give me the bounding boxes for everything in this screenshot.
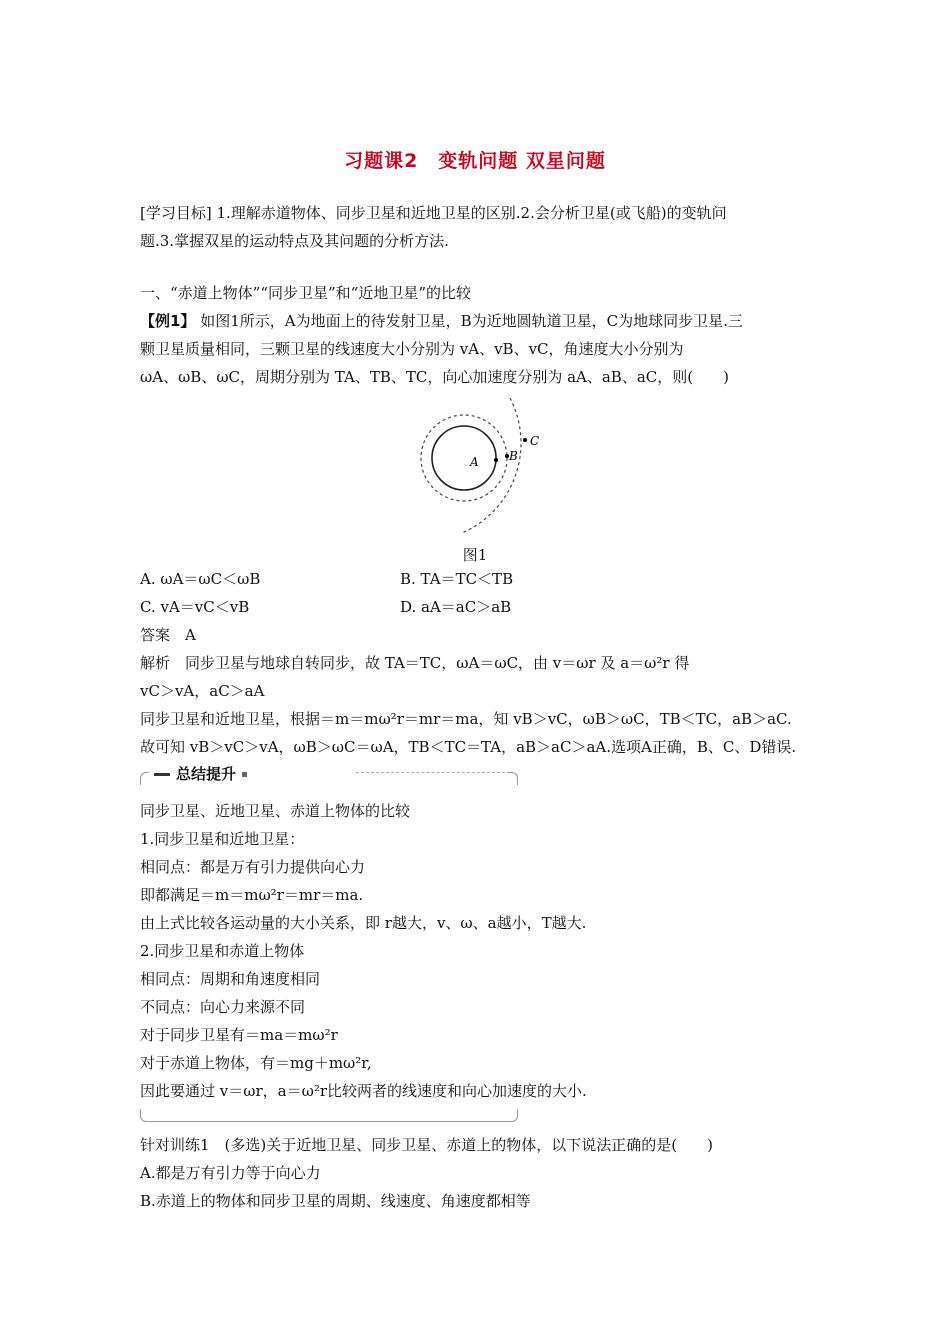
training-option-a: A.都是万有引力等于向心力 [140, 1164, 321, 1182]
page-title: 习题课2 变轨问题 双星问题 [344, 150, 606, 172]
option-b: B. TA＝TC＜TB [400, 570, 514, 588]
label-a: A [470, 455, 479, 469]
orbit-diagram [412, 398, 562, 534]
option-a: A. ωA＝ωC＜ωB [140, 570, 261, 588]
summary-line: 2.同步卫星和赤道上物体 [140, 942, 305, 960]
training-line-1: 针对训练1 (多选)关于近地卫星、同步卫星、赤道上的物体，以下说法正确的是( ) [140, 1136, 713, 1154]
example-tag: 【例1】 [140, 312, 196, 330]
summary-line: 因此要通过 v＝ωr，a＝ω²r比较两者的线速度和向心加速度的大小. [140, 1082, 587, 1100]
example-line-2: 颗卫星质量相同，三颗卫星的线速度大小分别为 vA、vB、vC，角速度大小分别为 [140, 340, 684, 358]
example-line-3: ωA、ωB、ωC，周期分别为 TA、TB、TC，向心加速度分别为 aA、aB、aC，则( ) [140, 368, 729, 386]
summary-line: 相同点：周期和角速度相同 [140, 970, 321, 988]
summary-line: 对于赤道上物体，有＝mg＋mω²r, [140, 1054, 372, 1072]
analysis-line-3: 同步卫星和近地卫星，根据＝m＝mω²r＝mr＝ma，知 vB＞vC，ωB＞ωC，TB＜TC，aB＞aC. [140, 710, 792, 728]
objectives-line-1: [学习目标] 1.理解赤道物体、同步卫星和近地卫星的区别.2.会分析卫星(或飞船)的变轨问 [140, 204, 727, 222]
example-line-1 [140, 311, 743, 331]
near-earth-orbit [421, 415, 507, 501]
section-heading: 一、“赤道上物体”“同步卫星”和“近地卫星”的比较 [140, 284, 472, 302]
summary-line: 对于同步卫星有＝ma＝mω²r [140, 1026, 338, 1044]
summary-line: 不同点：向心力来源不同 [140, 998, 306, 1016]
example-text-1: 如图1所示，A为地面上的待发射卫星，B为近地圆轨道卫星，C为地球同步卫星.三 [200, 312, 743, 330]
figure-caption: 图1 [462, 546, 488, 564]
analysis-line-2: vC＞vA，aC＞aA [140, 682, 265, 700]
analysis-line-1: 解析 同步卫星与地球自转同步，故 TA＝TC，ωA＝ωC，由 v＝ωr 及 a＝ω²r 得 [140, 654, 690, 672]
summary-label [150, 763, 251, 784]
point-a [494, 458, 498, 462]
label-c: C [530, 434, 540, 448]
label-b: B [509, 449, 518, 463]
answer: 答案 A [140, 626, 196, 644]
summary-line: 由上式比较各运动量的大小关系，即 r越大，v、ω、a越小，T越大. [140, 914, 587, 932]
summary-line: 同步卫星、近地卫星、赤道上物体的比较 [140, 802, 411, 820]
summary-line: 1.同步卫星和近地卫星： [140, 830, 305, 848]
option-c: C. vA＝vC＜vB [140, 598, 250, 616]
option-d: D. aA＝aC＞aB [400, 598, 512, 616]
training-option-b: B.赤道上的物体和同步卫星的周期、线速度、角速度都相等 [140, 1192, 531, 1210]
summary-line: 相同点：都是万有引力提供向心力 [140, 858, 366, 876]
objectives-line-2: 题.3.掌握双星的运动特点及其问题的分析方法. [140, 232, 449, 250]
summary-label-text: 总结提升 [176, 765, 237, 783]
summary-line: 即都满足＝m＝mω²r＝mr＝ma. [140, 886, 364, 904]
analysis-line-4: 故可知 vB＞vC＞vA，ωB＞ωC＝ωA，TB＜TC＝TA，aB＞aC＞aA.选项A正确，B、C、D错误. [140, 738, 797, 756]
earth-circle [432, 426, 496, 490]
point-c [523, 438, 527, 442]
